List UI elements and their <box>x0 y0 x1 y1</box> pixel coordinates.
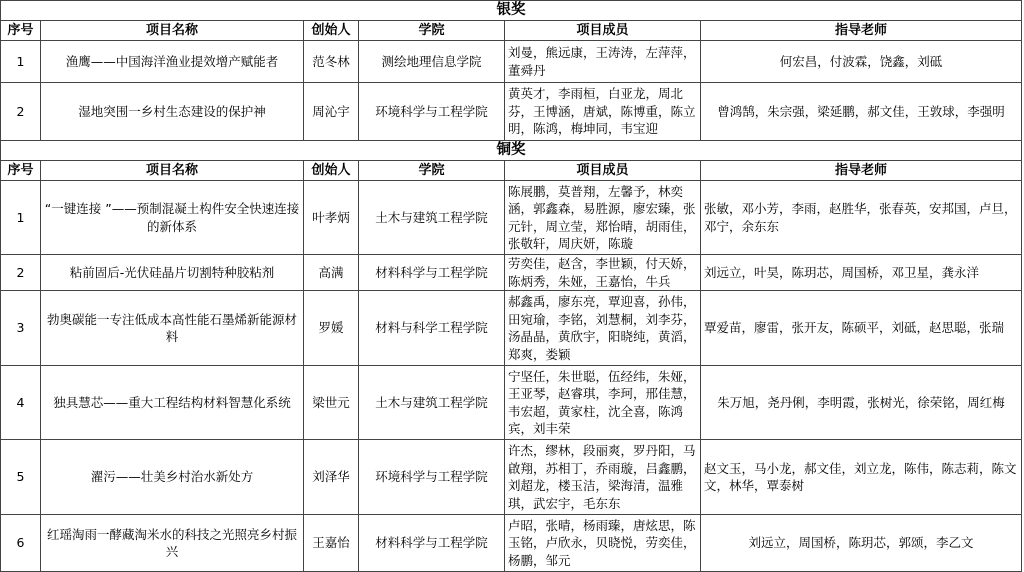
header-college: 学院 <box>359 21 505 41</box>
row-project: 红瑶淘雨一酵藏淘米水的科技之光照亮乡村振兴 <box>41 515 304 572</box>
row-college: 测绘地理信息学院 <box>359 41 505 83</box>
row-advisors: 何宏昌，付波霖，饶鑫，刘砥 <box>701 41 1022 83</box>
row-project: 渔鹰——中国海洋渔业提效增产赋能者 <box>41 41 304 83</box>
row-college: 环境科学与工程学院 <box>359 83 505 141</box>
bronze-award-title: 铜奖 <box>1 141 1022 161</box>
silver-award-title: 银奖 <box>1 1 1022 21</box>
row-founder: 叶孝炳 <box>304 181 359 255</box>
header-project: 项目名称 <box>41 21 304 41</box>
row-founder: 梁世元 <box>304 366 359 440</box>
row-advisors: 刘远立，叶昊，陈玥芯，周国桥，邓卫星，龚永洋 <box>701 255 1022 291</box>
row-members: 许杰，缪林，段丽爽，罗丹阳，马啟翔，苏相丁，乔雨璇，吕鑫鹏，刘超龙，楼玉洁，梁海清，温雅琪，武宏宇，毛东东 <box>505 440 701 515</box>
row-project: 独具慧芯——重大工程结构材料智慧化系统 <box>41 366 304 440</box>
row-no: 1 <box>1 181 41 255</box>
row-no: 2 <box>1 255 41 291</box>
header-no: 序号 <box>1 21 41 41</box>
row-advisors: 刘远立，周国桥，陈玥芯，郭颂，李乙文 <box>701 515 1022 572</box>
row-no: 5 <box>1 440 41 515</box>
row-no: 2 <box>1 83 41 141</box>
row-college: 环境科学与工程学院 <box>359 440 505 515</box>
row-members: 卢昭，张晴，杨雨臻，唐炫思，陈玉铭，卢欣永，贝晓悦，劳奕佳，杨鹏，邹元 <box>505 515 701 572</box>
row-founder: 周沁宇 <box>304 83 359 141</box>
row-advisors: 张敏，邓小芳，李雨，赵胜华，张春英，安邦国，卢旦，邓宁，余东东 <box>701 181 1022 255</box>
row-advisors: 曾鸿鹄，朱宗强，梁延鹏，郝文佳，王敦球，李强明 <box>701 83 1022 141</box>
silver-header-row <box>1 21 1022 41</box>
row-members: 劳奕佳，赵含，李世颖，付天娇，陈炳秀，朱娅，王嘉怡，牛兵 <box>505 255 701 291</box>
table-row <box>1 41 1022 83</box>
row-no: 3 <box>1 291 41 366</box>
row-college: 材料科学与工程学院 <box>359 255 505 291</box>
row-members: 郝鑫禹，廖东亮，覃迎喜，孙伟，田宛瑜，李铭，刘慧桐，刘李芬，汤晶晶，黄欣宇，阳晓纯，黄滔，郑爽，娄颖 <box>505 291 701 366</box>
row-founder: 高满 <box>304 255 359 291</box>
row-project: 勃奥碳能一专注低成本高性能石墨烯新能源材料 <box>41 291 304 366</box>
header-founder: 创始人 <box>304 161 359 181</box>
row-founder: 罗媛 <box>304 291 359 366</box>
row-college: 材料科学与工程学院 <box>359 515 505 572</box>
table-row <box>1 83 1022 141</box>
row-founder: 范冬林 <box>304 41 359 83</box>
header-members: 项目成员 <box>505 21 701 41</box>
header-advisors: 指导老师 <box>701 161 1022 181</box>
table-row <box>1 515 1022 572</box>
row-project: 粘前固后-光伏硅晶片切割特种胶粘剂 <box>41 255 304 291</box>
row-advisors: 赵文玉，马小龙，郝文佳，刘立龙，陈伟，陈志莉，陈文文，林华，覃泰树 <box>701 440 1022 515</box>
row-college: 土木与建筑工程学院 <box>359 366 505 440</box>
row-members: 陈展鹏，莫普翔，左馨予，林奕涵，郭鑫森，易胜源，廖宏臻，张元针，周立莹，郑怡晴，胡雨佳，张敬轩，周庆妍，陈璇 <box>505 181 701 255</box>
header-members: 项目成员 <box>505 161 701 181</box>
header-college: 学院 <box>359 161 505 181</box>
table-row <box>1 181 1022 255</box>
header-advisors: 指导老师 <box>701 21 1022 41</box>
row-no: 4 <box>1 366 41 440</box>
bronze-header-row <box>1 161 1022 181</box>
table-row <box>1 366 1022 440</box>
row-no: 1 <box>1 41 41 83</box>
table-row <box>1 440 1022 515</box>
table-row <box>1 255 1022 291</box>
row-college: 材料与科学工程学院 <box>359 291 505 366</box>
row-advisors: 覃爱苗，廖雷，张开友，陈硕平，刘砥，赵思聪，张瑞 <box>701 291 1022 366</box>
row-founder: 刘泽华 <box>304 440 359 515</box>
bronze-award-title-row <box>1 141 1022 161</box>
row-founder: 王嘉怡 <box>304 515 359 572</box>
row-advisors: 朱万旭，尧丹俐，李明霞，张树光，徐荣铭，周红梅 <box>701 366 1022 440</box>
row-members: 刘曼，熊远康，王涛涛，左萍萍，董舜丹 <box>505 41 701 83</box>
row-project: 湿地突围一乡村生态建设的保护神 <box>41 83 304 141</box>
silver-award-title-row <box>1 1 1022 21</box>
header-no: 序号 <box>1 161 41 181</box>
row-project: 濯污——壮美乡村治水新处方 <box>41 440 304 515</box>
table-row <box>1 291 1022 366</box>
row-members: 黄英才，李雨桓，白亚龙，周北芬，王博涵，唐斌，陈博重，陈立明，陈鸿，梅坤同，韦宝迎 <box>505 83 701 141</box>
header-project: 项目名称 <box>41 161 304 181</box>
row-project: “一键连接 ”——预制混凝土构件安全快速连接的新体系 <box>41 181 304 255</box>
header-founder: 创始人 <box>304 21 359 41</box>
row-members: 宁坚任，朱世聪，伍经纬，朱娅，王亚琴，赵睿琪，李珂，邢佳慧，韦宏超，黄家柱，沈全喜，陈鸿宾，刘丰荣 <box>505 366 701 440</box>
row-college: 土木与建筑工程学院 <box>359 181 505 255</box>
row-no: 6 <box>1 515 41 572</box>
